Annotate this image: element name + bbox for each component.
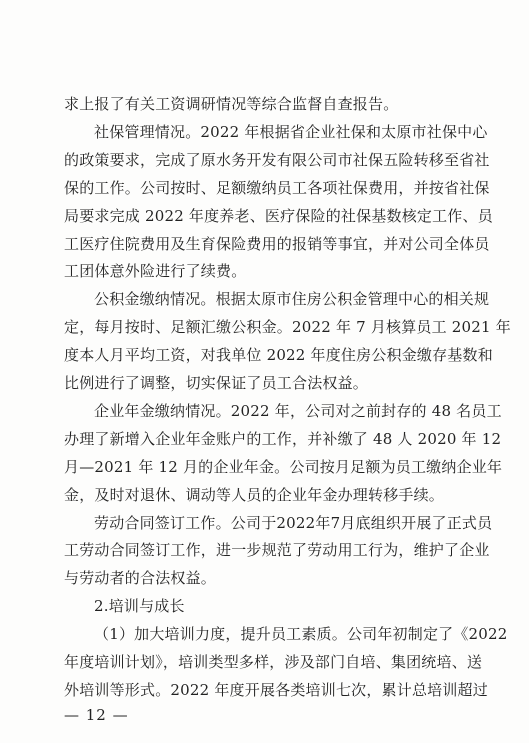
- paragraph-line: 公积金缴纳情况。根据太原市住房公积金管理中心的相关规: [94, 290, 490, 308]
- paragraph-line: 劳动合同签订工作。公司于2022年7月底组织开展了正式员: [94, 514, 493, 532]
- section-heading: 2.培训与成长: [94, 597, 185, 615]
- paragraph-line: 的政策要求，完成了原水务开发有限公司市社保五险转移至省社: [64, 151, 490, 169]
- paragraph-line: 工医疗住院费用及生育保险费用的报销等事宜，并对公司全体员: [64, 235, 490, 253]
- paragraph-line: 月—2021 年 12 月的企业年金。公司按月足额为员工缴纳企业年: [64, 458, 503, 476]
- paragraph-line: 年度培训计划》，培训类型多样，涉及部门自培、集团统培、送: [64, 653, 483, 671]
- paragraph-line: 比例进行了调整，切实保证了员工合法权益。: [64, 374, 369, 392]
- paragraph-line: 办理了新增入企业年金账户的工作，并补缴了 48 人 2020 年 12: [64, 430, 502, 448]
- paragraph-line: 企业年金缴纳情况。2022 年，公司对之前封存的 48 名员工: [94, 402, 502, 420]
- paragraph-line: 外培训等形式。2022 年度开展各类培训七次，累计总培训超过: [64, 681, 488, 699]
- paragraph-line: 求上报了有关工资调研情况等综合监督自查报告。: [64, 95, 399, 113]
- paragraph-line: 度本人月平均工资，对我单位 2022 年度住房公积金缴存基数和: [64, 346, 493, 364]
- paragraph-line: 保的工作。公司按时、足额缴纳员工各项社保费用，并按省社保: [64, 179, 490, 197]
- paragraph-line: 定，每月按时、足额汇缴公积金。2022 年 7 月核算员工 2021 年: [64, 318, 511, 336]
- paragraph-line: 工团体意外险进行了续费。: [64, 262, 247, 280]
- paragraph-line: （1）加大培训力度，提升员工素质。公司年初制定了《2022: [94, 625, 508, 643]
- page-number: — 12 —: [64, 706, 129, 724]
- paragraph-line: 局要求完成 2022 年度养老、医疗保险的社保基数核定工作、员: [64, 207, 493, 225]
- paragraph-line: 工劳动合同签订工作，进一步规范了劳动用工行为，维护了企业: [64, 541, 490, 559]
- paragraph-line: 社保管理情况。2022 年根据省企业社保和太原市社保中心: [94, 123, 488, 141]
- paragraph-line: 金，及时对退休、调动等人员的企业年金办理转移手续。: [64, 486, 445, 504]
- paragraph-line: 与劳动者的合法权益。: [64, 569, 217, 587]
